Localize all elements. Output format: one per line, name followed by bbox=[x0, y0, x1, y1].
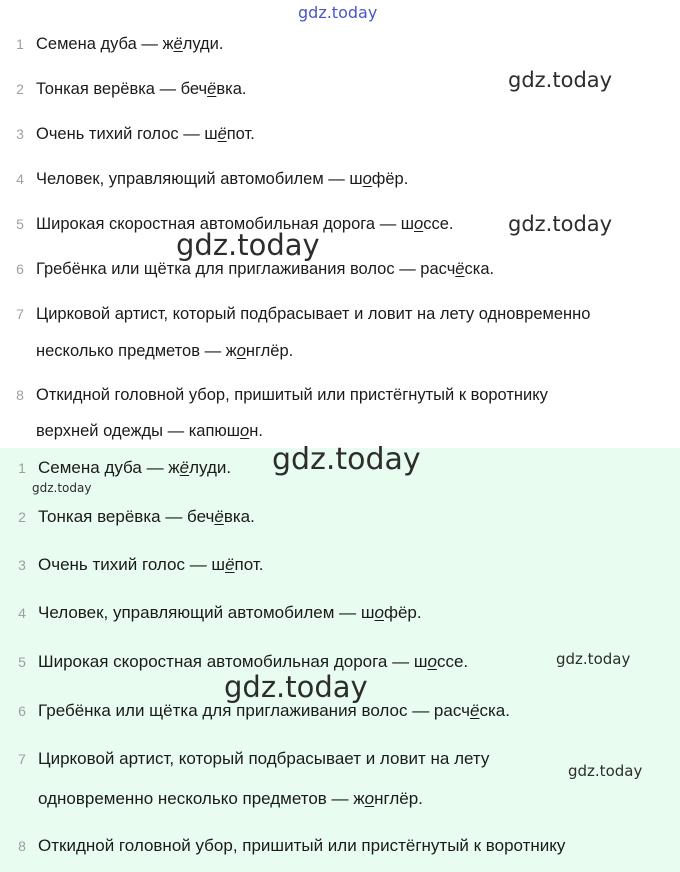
highlighted-vowel: ё bbox=[179, 458, 190, 477]
item-number: 1 bbox=[16, 36, 24, 52]
highlighted-vowel: ё bbox=[455, 260, 465, 278]
watermark: gdz.today bbox=[508, 68, 613, 92]
item-number: 2 bbox=[16, 81, 24, 97]
item-text: Человек, управляющий автомобилем — шофёр. bbox=[38, 603, 422, 622]
item-text-line-2: несколько предметов — жонглёр. bbox=[36, 342, 294, 360]
item-text-line-1: Откидной головной убор, пришитый или пристёгнутый к воротнику bbox=[36, 386, 548, 404]
watermark: gdz.today bbox=[508, 212, 613, 236]
item-number: 1 bbox=[18, 460, 26, 476]
item-text: Очень тихий голос — шёпот. bbox=[36, 125, 255, 143]
highlighted-vowel: о bbox=[364, 789, 375, 808]
item-number: 3 bbox=[18, 557, 26, 573]
watermark: gdz.today bbox=[556, 650, 631, 668]
item-text-line-1: Откидной головной убор, пришитый или пристёгнутый к воротнику bbox=[38, 836, 566, 855]
item-number: 5 bbox=[18, 654, 26, 670]
item-text-line-1: Цирковой артист, который подбрасывает и ловит на лету одновременно bbox=[36, 305, 591, 323]
item-text: Гребёнка или щётка для приглаживания волос — расчёска. bbox=[36, 260, 495, 278]
item-text: Широкая скоростная автомобильная дорога — шоссе. bbox=[38, 652, 469, 671]
item-number: 4 bbox=[18, 605, 26, 621]
item-number: 7 bbox=[16, 306, 24, 322]
highlighted-vowel: о bbox=[236, 342, 246, 360]
item-number: 6 bbox=[18, 703, 26, 719]
item-number: 5 bbox=[16, 216, 24, 232]
highlighted-vowel: о bbox=[362, 170, 372, 188]
watermark: gdz.today bbox=[298, 3, 378, 22]
highlighted-vowel: ё bbox=[470, 701, 480, 720]
answer-list-2 bbox=[0, 448, 680, 872]
watermark: gdz.today bbox=[32, 481, 92, 495]
highlighted-vowel: о bbox=[240, 422, 250, 440]
item-text-line-2: одновременно несколько предметов — жонглёр. bbox=[38, 789, 423, 808]
item-text-line-2: верхней одежды — капюшон. bbox=[36, 422, 263, 440]
highlighted-vowel: о bbox=[414, 215, 424, 233]
item-number: 4 bbox=[16, 171, 24, 187]
item-text: Широкая скоростная автомобильная дорога — шоссе. bbox=[36, 215, 454, 233]
item-number: 3 bbox=[16, 126, 24, 142]
highlighted-vowel: ё bbox=[217, 125, 227, 143]
highlighted-vowel: о bbox=[374, 603, 384, 622]
highlighted-vowel: о bbox=[427, 652, 437, 671]
item-text: Тонкая верёвка — бечёвка. bbox=[36, 80, 247, 98]
item-number: 8 bbox=[16, 387, 24, 403]
watermark: gdz.today bbox=[176, 228, 320, 262]
highlighted-vowel: ё bbox=[173, 35, 183, 53]
item-text: Семена дуба — жёлуди. bbox=[38, 458, 232, 477]
item-number: 8 bbox=[18, 838, 26, 854]
item-text: Тонкая верёвка — бечёвка. bbox=[38, 507, 255, 526]
highlighted-vowel: ё bbox=[207, 80, 217, 98]
item-number: 2 bbox=[18, 509, 26, 525]
watermark: gdz.today bbox=[272, 442, 421, 477]
item-text: Семена дуба — жёлуди. bbox=[36, 35, 224, 53]
watermark: gdz.today bbox=[568, 762, 643, 780]
item-text: Очень тихий голос — шёпот. bbox=[38, 555, 264, 574]
item-number: 7 bbox=[18, 751, 26, 767]
item-number: 6 bbox=[16, 261, 24, 277]
item-text: Человек, управляющий автомобилем — шофёр. bbox=[36, 170, 409, 188]
watermark: gdz.today bbox=[224, 670, 368, 704]
item-text: Гребёнка или щётка для приглаживания волос — расчёска. bbox=[38, 701, 510, 720]
highlighted-vowel: ё bbox=[214, 507, 224, 526]
highlighted-vowel: ё bbox=[225, 555, 235, 574]
item-text-line-1: Цирковой артист, который подбрасывает и ловит на лету bbox=[38, 749, 490, 768]
